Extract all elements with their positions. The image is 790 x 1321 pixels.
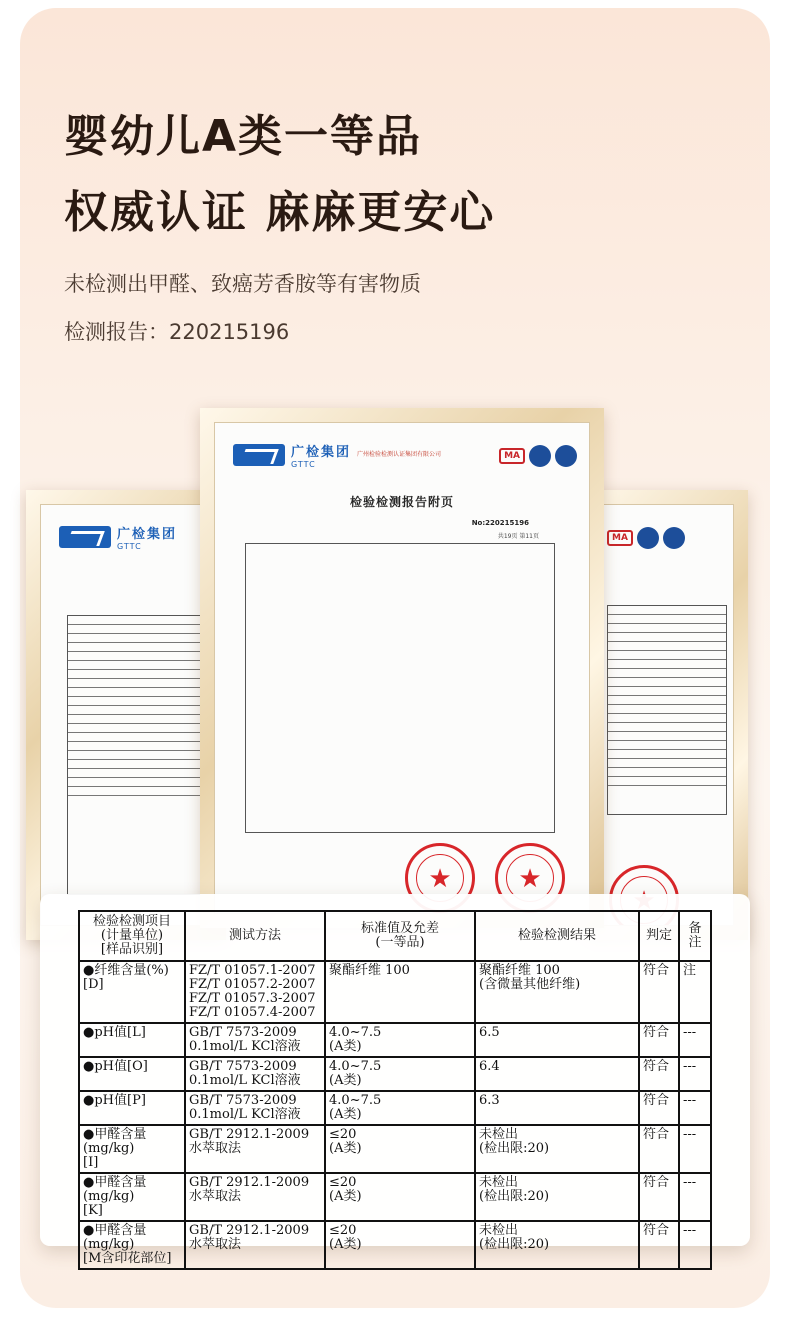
header-judgment: 判定	[639, 911, 679, 961]
certificate-logo-center	[233, 441, 447, 469]
cell-method: GB/T 7573-2009 0.1mol/L KCl溶液	[185, 1023, 325, 1057]
certificate-org-full: 广州检验检测认证集团有限公司	[357, 451, 442, 458]
cell-result: 未检出 (检出限:20)	[475, 1173, 639, 1221]
certificate-logo	[59, 523, 177, 551]
cell-item: ●甲醛含量 (mg/kg) [I]	[79, 1125, 185, 1173]
ilac-badge-icon	[637, 527, 659, 549]
table-row	[79, 1125, 711, 1173]
headline-primary: 婴幼儿A类一等品	[64, 111, 423, 162]
cell-standard: 聚酯纤维 100	[325, 961, 475, 1023]
cell-standard: ≤20 (A类)	[325, 1221, 475, 1269]
cell-method: GB/T 7573-2009 0.1mol/L KCl溶液	[185, 1091, 325, 1125]
cell-standard: 4.0~7.5 (A类)	[325, 1057, 475, 1091]
table-row	[79, 961, 711, 1023]
cell-remark: ---	[679, 1125, 711, 1173]
zoomed-report-table	[40, 894, 750, 1266]
report-number-label: 检测报告：220215196	[64, 320, 290, 344]
subtitle-harmful-substances: 未检测出甲醛、致癌芳香胺等有害物质	[64, 272, 421, 296]
header-standard-value: 标准值及允差 (一等品)	[325, 911, 475, 961]
cell-standard: ≤20 (A类)	[325, 1125, 475, 1173]
cell-result: 聚酯纤维 100 (含微量其他纤维)	[475, 961, 639, 1023]
cell-item: ●纤维含量(%)[D]	[79, 961, 185, 1023]
certificate-report-no: No:220215196	[471, 519, 529, 527]
certificate-title: 检验检测报告附页	[349, 495, 454, 509]
cell-item: ●甲醛含量 (mg/kg) [K]	[79, 1173, 185, 1221]
gttc-logo-icon	[59, 526, 111, 548]
certificate-frame-right	[588, 490, 748, 940]
cell-method: GB/T 2912.1-2009 水萃取法	[185, 1173, 325, 1221]
certificate-paper-right	[602, 504, 734, 926]
certificate-org-en: GTTC	[117, 542, 142, 551]
header-test-method: 测试方法	[185, 911, 325, 961]
header-test-item: 检验检测项目 (计量单位) [样品识别]	[79, 911, 185, 961]
cell-result: 未检出 (检出限:20)	[475, 1125, 639, 1173]
certificate-page-info: 共19页 第11页	[497, 533, 539, 540]
certificate-org-en: GTTC	[291, 460, 316, 469]
certificate-table-left	[67, 615, 212, 895]
certificate-paper-left	[40, 504, 212, 926]
cell-judgment: 符合	[639, 1173, 679, 1221]
table-row	[79, 1221, 711, 1269]
cell-remark: ---	[679, 1057, 711, 1091]
cell-remark: 注	[679, 961, 711, 1023]
cell-item: ●pH值[P]	[79, 1091, 185, 1125]
table-row	[79, 1057, 711, 1091]
cell-judgment: 符合	[639, 1057, 679, 1091]
headline-secondary: 权威认证 麻麻更安心	[64, 187, 496, 238]
certificate-org-cn: 广检集团	[291, 445, 352, 460]
cell-method: FZ/T 01057.1-2007 FZ/T 01057.2-2007 FZ/T 01057.3-2007 FZ/T 01057.4-2007	[185, 961, 325, 1023]
cell-item: ●pH值[O]	[79, 1057, 185, 1091]
table-row	[79, 1091, 711, 1125]
cnas-badge-icon	[663, 527, 685, 549]
accreditation-badges-right	[607, 527, 685, 549]
cell-remark: ---	[679, 1091, 711, 1125]
star-icon: ★	[518, 864, 542, 894]
certificate-paper-center	[214, 422, 590, 914]
cma-badge-icon: MA	[499, 448, 525, 464]
certificate-frame-center	[200, 408, 604, 928]
ilac-badge-icon	[529, 445, 551, 467]
header-remarks: 备注	[679, 911, 711, 961]
gttc-logo-icon	[233, 444, 285, 466]
cell-judgment: 符合	[639, 1221, 679, 1269]
header-test-result: 检验检测结果	[475, 911, 639, 961]
cell-item: ●pH值[L]	[79, 1023, 185, 1057]
certificate-table-center	[245, 543, 555, 833]
cell-remark: ---	[679, 1221, 711, 1269]
cma-badge-icon: MA	[607, 530, 633, 546]
cnas-badge-icon	[555, 445, 577, 467]
certificate-table-right	[607, 605, 727, 815]
cell-item: ●甲醛含量 (mg/kg) [M含印花部位]	[79, 1221, 185, 1269]
cell-result: 6.3	[475, 1091, 639, 1125]
cell-method: GB/T 2912.1-2009 水萃取法	[185, 1125, 325, 1173]
cell-judgment: 符合	[639, 1023, 679, 1057]
accreditation-badges	[499, 445, 577, 467]
test-results-table	[78, 910, 712, 1270]
table-row	[79, 1023, 711, 1057]
certificate-frame-left	[26, 490, 226, 940]
table-row	[79, 1173, 711, 1221]
cell-method: GB/T 2912.1-2009 水萃取法	[185, 1221, 325, 1269]
cell-result: 未检出 (检出限:20)	[475, 1221, 639, 1269]
cell-standard: 4.0~7.5 (A类)	[325, 1091, 475, 1125]
table-header-row	[79, 911, 711, 961]
cell-remark: ---	[679, 1023, 711, 1057]
star-icon: ★	[428, 864, 452, 894]
cell-standard: 4.0~7.5 (A类)	[325, 1023, 475, 1057]
cell-standard: ≤20 (A类)	[325, 1173, 475, 1221]
cell-judgment: 符合	[639, 1091, 679, 1125]
cell-result: 6.5	[475, 1023, 639, 1057]
cell-remark: ---	[679, 1173, 711, 1221]
cell-judgment: 符合	[639, 961, 679, 1023]
cell-result: 6.4	[475, 1057, 639, 1091]
cell-method: GB/T 7573-2009 0.1mol/L KCl溶液	[185, 1057, 325, 1091]
cell-judgment: 符合	[639, 1125, 679, 1173]
certificate-org-cn: 广检集团	[117, 527, 178, 542]
